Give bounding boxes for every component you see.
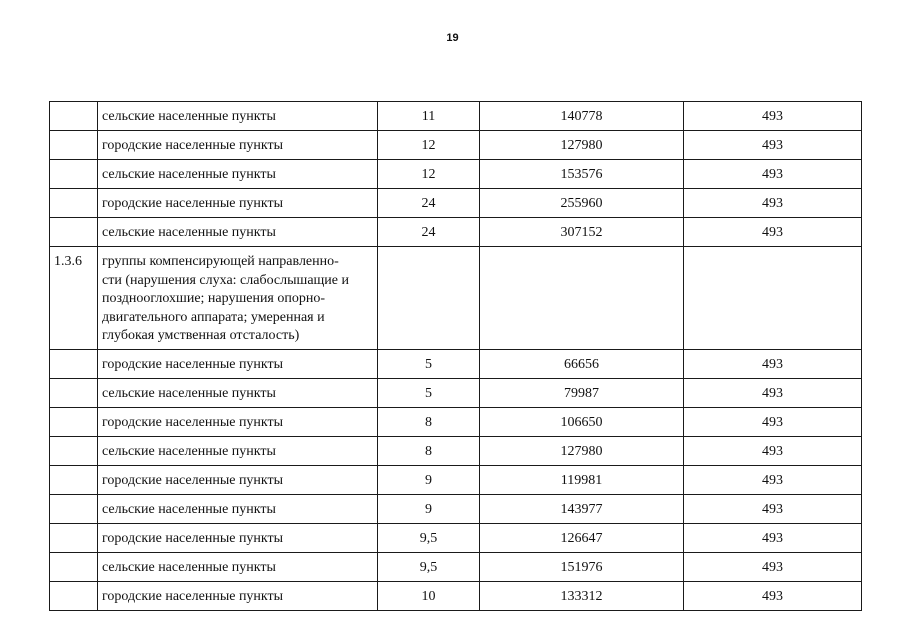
row-rate-text: 493 bbox=[762, 443, 783, 459]
row-rate-cell bbox=[684, 102, 862, 131]
row-amount-text: 143977 bbox=[560, 501, 603, 517]
row-amount-cell bbox=[480, 160, 684, 189]
table-row bbox=[50, 466, 862, 495]
row-amount-cell bbox=[480, 102, 684, 131]
row-group-count-text: 24 bbox=[421, 224, 436, 240]
table-row bbox=[50, 408, 862, 437]
row-group-count-text: 5 bbox=[425, 385, 432, 401]
table-row bbox=[50, 495, 862, 524]
row-group-count-text: 12 bbox=[421, 137, 436, 153]
row-name-cell bbox=[98, 379, 378, 408]
row-amount-cell bbox=[480, 466, 684, 495]
row-name-text: городские населенные пункты bbox=[102, 195, 284, 211]
row-rate-cell bbox=[684, 247, 862, 350]
row-rate-cell bbox=[684, 495, 862, 524]
row-name-text: городские населенные пункты bbox=[102, 137, 284, 153]
row-name-text: городские населенные пункты bbox=[102, 414, 284, 430]
row-amount-text: 119981 bbox=[560, 472, 603, 488]
row-rate-text: 493 bbox=[762, 166, 783, 182]
table-body bbox=[50, 102, 862, 611]
row-group-count-text: 11 bbox=[421, 108, 436, 124]
row-group-count-text: 8 bbox=[425, 443, 432, 459]
row-group-count-cell bbox=[378, 160, 480, 189]
row-group-count-text: 5 bbox=[425, 356, 432, 372]
table-row bbox=[50, 102, 862, 131]
row-amount-cell bbox=[480, 131, 684, 160]
row-amount-text: 126647 bbox=[560, 530, 603, 546]
table-row bbox=[50, 524, 862, 553]
row-amount-text: 133312 bbox=[560, 588, 603, 604]
row-name-cell bbox=[98, 582, 378, 611]
row-rate-cell bbox=[684, 466, 862, 495]
table-row bbox=[50, 350, 862, 379]
row-amount-text: 151976 bbox=[560, 559, 603, 575]
row-amount-cell bbox=[480, 582, 684, 611]
row-rate-text: 493 bbox=[762, 137, 783, 153]
row-code-cell bbox=[50, 247, 98, 350]
row-group-count-cell bbox=[378, 553, 480, 582]
row-group-count-cell bbox=[378, 379, 480, 408]
row-amount-cell bbox=[480, 379, 684, 408]
row-group-count-cell bbox=[378, 247, 480, 350]
row-rate-text: 493 bbox=[762, 108, 783, 124]
row-name-text: группы компенсирующей направленно- сти (нарушения слуха: слабослышащие и позднооглохшие; нарушения опорно- двигательного аппарата; умеренная и глубокая умственная отсталость) bbox=[102, 254, 350, 343]
row-name-cell bbox=[98, 524, 378, 553]
row-rate-cell bbox=[684, 379, 862, 408]
row-name-cell bbox=[98, 189, 378, 218]
row-code-cell bbox=[50, 524, 98, 553]
row-rate-text: 493 bbox=[762, 356, 783, 372]
row-rate-cell bbox=[684, 582, 862, 611]
row-code-cell bbox=[50, 437, 98, 466]
row-rate-text: 493 bbox=[762, 559, 783, 575]
row-name-text: городские населенные пункты bbox=[102, 472, 284, 488]
table-row bbox=[50, 189, 862, 218]
row-code-cell bbox=[50, 218, 98, 247]
row-group-count-cell bbox=[378, 102, 480, 131]
row-amount-cell bbox=[480, 553, 684, 582]
row-name-cell bbox=[98, 350, 378, 379]
row-group-count-text: 9,5 bbox=[419, 559, 438, 575]
row-group-count-text: 10 bbox=[421, 588, 436, 604]
row-group-count-text: 9 bbox=[425, 501, 432, 517]
row-amount-text: 255960 bbox=[560, 195, 603, 211]
row-rate-text: 493 bbox=[762, 530, 783, 546]
row-name-cell bbox=[98, 247, 378, 350]
row-code-cell bbox=[50, 466, 98, 495]
table-row bbox=[50, 160, 862, 189]
row-amount-cell bbox=[480, 495, 684, 524]
row-rate-cell bbox=[684, 160, 862, 189]
row-amount-text: 127980 bbox=[560, 443, 603, 459]
row-code-cell bbox=[50, 102, 98, 131]
row-name-cell bbox=[98, 495, 378, 524]
row-amount-cell bbox=[480, 350, 684, 379]
row-group-count-text: 12 bbox=[421, 166, 436, 182]
row-group-count-cell bbox=[378, 408, 480, 437]
row-amount-cell bbox=[480, 247, 684, 350]
row-name-text: сельские населенные пункты bbox=[102, 166, 276, 182]
row-rate-text: 493 bbox=[762, 501, 783, 517]
row-rate-cell bbox=[684, 350, 862, 379]
row-name-cell bbox=[98, 131, 378, 160]
row-amount-cell bbox=[480, 524, 684, 553]
row-rate-cell bbox=[684, 131, 862, 160]
row-amount-cell bbox=[480, 437, 684, 466]
row-amount-text: 66656 bbox=[564, 356, 599, 372]
row-name-text: сельские населенные пункты bbox=[102, 385, 276, 401]
table-row bbox=[50, 582, 862, 611]
row-amount-text: 153576 bbox=[560, 166, 603, 182]
row-group-count-text: 24 bbox=[421, 195, 436, 211]
row-amount-text: 106650 bbox=[560, 414, 603, 430]
row-group-count-cell bbox=[378, 189, 480, 218]
row-amount-cell bbox=[480, 189, 684, 218]
row-group-count-cell bbox=[378, 350, 480, 379]
row-name-text: городские населенные пункты bbox=[102, 530, 284, 546]
row-code-cell bbox=[50, 553, 98, 582]
row-amount-cell bbox=[480, 408, 684, 437]
row-name-cell bbox=[98, 218, 378, 247]
row-rate-text: 493 bbox=[762, 414, 783, 430]
row-code-cell bbox=[50, 582, 98, 611]
row-name-text: сельские населенные пункты bbox=[102, 501, 276, 517]
table-row bbox=[50, 553, 862, 582]
row-code-text: 1.3.6 bbox=[54, 254, 82, 269]
row-name-text: городские населенные пункты bbox=[102, 588, 284, 604]
row-rate-text: 493 bbox=[762, 224, 783, 240]
row-rate-text: 493 bbox=[762, 472, 783, 488]
row-name-cell bbox=[98, 160, 378, 189]
table-row bbox=[50, 379, 862, 408]
row-code-cell bbox=[50, 189, 98, 218]
row-group-count-cell bbox=[378, 131, 480, 160]
row-rate-cell bbox=[684, 524, 862, 553]
row-name-cell bbox=[98, 466, 378, 495]
row-rate-cell bbox=[684, 189, 862, 218]
row-group-count-cell bbox=[378, 524, 480, 553]
row-name-cell bbox=[98, 408, 378, 437]
row-code-cell bbox=[50, 160, 98, 189]
table-row bbox=[50, 437, 862, 466]
row-name-text: сельские населенные пункты bbox=[102, 224, 276, 240]
row-name-cell bbox=[98, 437, 378, 466]
table-row bbox=[50, 218, 862, 247]
table-row bbox=[50, 131, 862, 160]
row-name-text: сельские населенные пункты bbox=[102, 559, 276, 575]
row-group-count-text: 9,5 bbox=[419, 530, 438, 546]
row-amount-cell bbox=[480, 218, 684, 247]
row-code-cell bbox=[50, 495, 98, 524]
row-rate-text: 493 bbox=[762, 385, 783, 401]
row-amount-text: 79987 bbox=[564, 385, 599, 401]
row-rate-cell bbox=[684, 408, 862, 437]
row-rate-cell bbox=[684, 437, 862, 466]
row-group-count-cell bbox=[378, 466, 480, 495]
row-rate-cell bbox=[684, 218, 862, 247]
row-code-cell bbox=[50, 379, 98, 408]
row-name-text: городские населенные пункты bbox=[102, 356, 284, 372]
row-group-count-cell bbox=[378, 582, 480, 611]
row-code-cell bbox=[50, 131, 98, 160]
row-amount-text: 140778 bbox=[560, 108, 603, 124]
row-group-count-cell bbox=[378, 218, 480, 247]
row-name-text: сельские населенные пункты bbox=[102, 108, 276, 124]
row-rate-text: 493 bbox=[762, 588, 783, 604]
row-name-cell bbox=[98, 553, 378, 582]
row-group-count-text: 9 bbox=[425, 472, 432, 488]
row-name-cell bbox=[98, 102, 378, 131]
row-rate-cell bbox=[684, 553, 862, 582]
row-rate-text: 493 bbox=[762, 195, 783, 211]
row-name-text: сельские населенные пункты bbox=[102, 443, 276, 459]
document-table bbox=[49, 101, 862, 611]
row-amount-text: 307152 bbox=[560, 224, 603, 240]
row-code-cell bbox=[50, 350, 98, 379]
row-group-count-cell bbox=[378, 437, 480, 466]
row-group-count-cell bbox=[378, 495, 480, 524]
page-number: 19 bbox=[446, 32, 459, 44]
row-group-count-text: 8 bbox=[425, 414, 432, 430]
row-code-cell bbox=[50, 408, 98, 437]
row-amount-text: 127980 bbox=[560, 137, 603, 153]
table-row bbox=[50, 247, 862, 350]
